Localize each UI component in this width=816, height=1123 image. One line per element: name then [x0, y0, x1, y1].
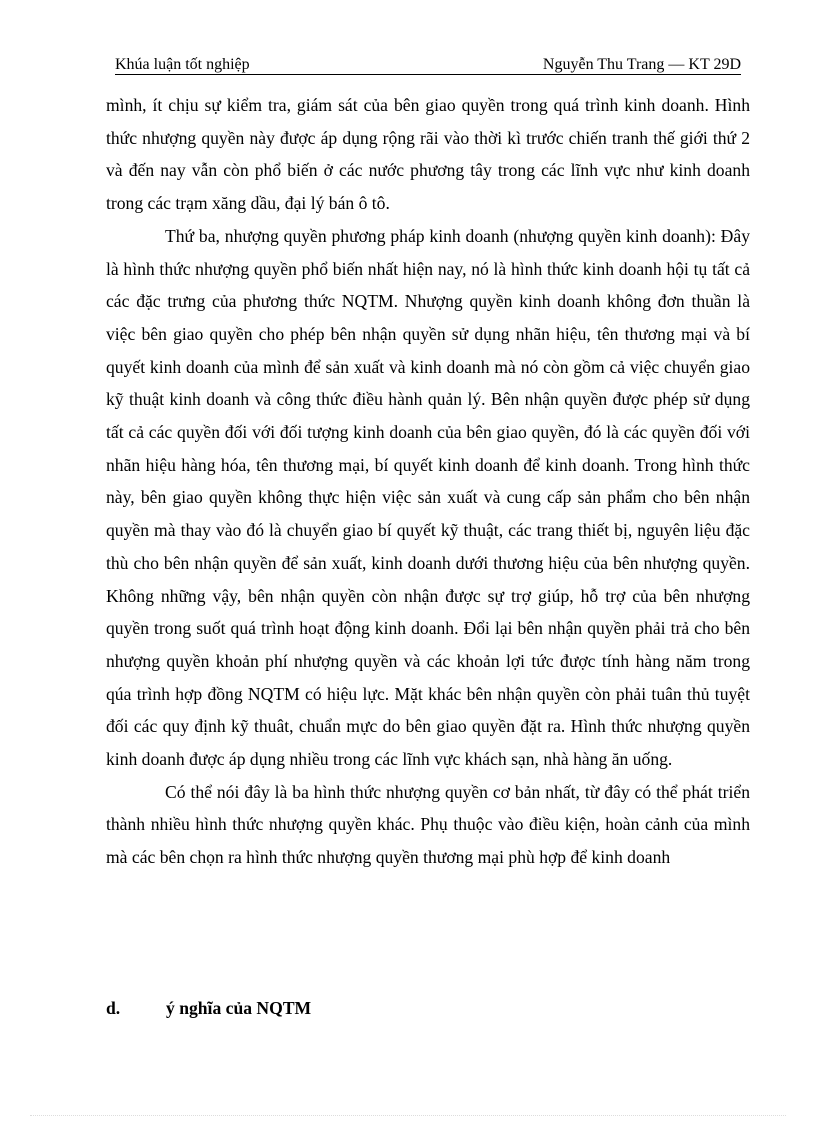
footer-divider [30, 1115, 786, 1116]
paragraph-continuation: mình, ít chịu sự kiểm tra, giám sát của bên giao quyền trong quá trình kinh doanh. Hình thức nhượng quyền này được áp dụng rộng rãi vào thời kì trước chiến tranh thế giới thứ 2 và đến nay vẫn còn phổ biến ở các nước phương tây trong các lĩnh vực như kinh doanh trong các trạm xăng dầu, đại lý bán ô tô. [106, 95, 750, 214]
body-text [106, 89, 750, 874]
header-thesis-label: Khúa luận tốt nghiệp [115, 56, 250, 73]
page-header [115, 56, 741, 75]
paragraph-third-form: Thứ ba, nhượng quyền phương pháp kinh doanh (nhượng quyền kinh doanh): Đây là hình thức nhượng quyền phổ biến nhất hiện nay, nó là hình thức kinh doanh hội tụ tất cả các đặc trưng của phương thức NQTM. Nhượng quyền kinh doanh không đơn thuần là việc bên giao quyền cho phép bên nhận quyền sử dụng nhãn hiệu, tên thương mại và bí quyết kinh doanh của mình để sản xuất và kinh doanh mà nó còn gồm cả việc chuyển giao kỹ thuật kinh doanh và công thức điều hành quản lý. Bên nhận quyền được phép sử dụng tất cả các quyền đối với đối tượng kinh doanh của bên giao quyền, đó là các quyền đối với nhãn hiệu hàng hóa, tên thương mại, bí quyết kinh doanh để kinh doanh. Trong hình thức này, bên giao quyền không thực hiện việc sản xuất và cung cấp sản phẩm cho bên nhận quyền mà thay vào đó là chuyển giao bí quyết kỹ thuật, các trang thiết bị, nguyên liệu đặc thù cho bên nhận quyền để sản xuất, kinh doanh dưới thương hiệu của bên nhượng quyền. Không những vậy, bên nhận quyền còn nhận được sự trợ giúp, hỗ trợ của bên nhượng quyền trong suốt quá trình hoạt động kinh doanh. Đổi lại bên nhận quyền phải trả cho bên nhượng quyền khoản phí nhượng quyền và các khoản lợi tức được tính hàng năm trong qúa trình hợp đồng NQTM có hiệu lực. Mặt khác bên nhận quyền còn phải tuân thủ tuyệt đối các quy định kỹ thuât, chuẩn mực do bên giao quyền đặt ra. Hình thức nhượng quyền kinh doanh được áp dụng nhiều trong các lĩnh vực khách sạn, nhà hàng ăn uống. [106, 225, 750, 770]
header-author: Nguyễn Thu Trang — KT 29D [542, 56, 741, 73]
paragraph-summary: Có thể nói đây là ba hình thức nhượng quyền cơ bản nhất, từ đây có thể phát triển thành nhiều hình thức nhượng quyền khác. Phụ thuộc vào điều kiện, hoàn cảnh của mình mà các bên chọn ra hình thức nhượng quyền thương mại phù hợp để kinh doanh [106, 781, 750, 868]
section-letter: d. [106, 998, 121, 1018]
section-heading [106, 996, 311, 1020]
section-title: ý nghĩa của NQTM [166, 998, 312, 1018]
